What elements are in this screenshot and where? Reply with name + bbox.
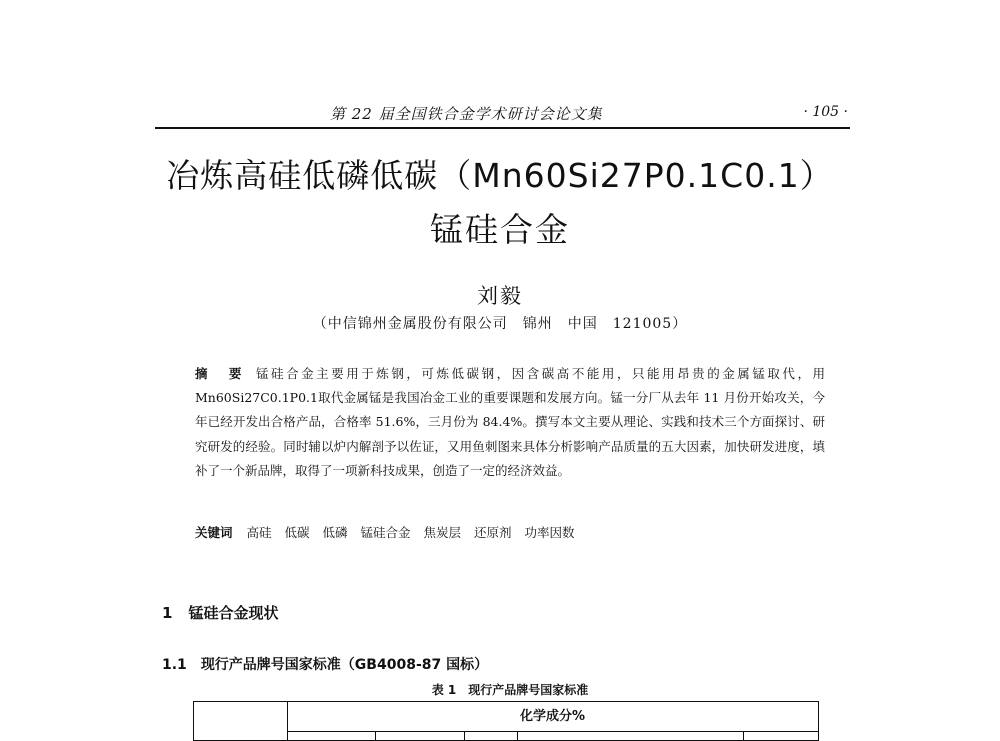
abstract: [195, 362, 825, 483]
abstract-text: 锰硅合金主要用于炼钢，可炼低碳钢，因含碳高不能用，只能用昂贵的金属锰取代，用Mn60Si27C0.1P0.1取代金属锰是我国冶金工业的重要课题和发展方向。锰一分厂从去年 11 月份开始攻关，今年已经开发出合格产品，合格率 51.6%，三月份为 84.4%。撰写本文主要从理论、实践和技术三个方面探讨、研究研发的经验。同时辅以炉内解剖予以佐证，又用鱼刺图来具体分析影响产品质量的五大因素，加快研发进度，填补了一个新品牌，取得了一项新科技成果，创造了一定的经济效益。: [195, 366, 825, 478]
keyword: 低碳: [284, 525, 310, 540]
keyword: 还原剂: [474, 525, 512, 540]
paper-title-line-1: 冶炼高硅低磷低碳（Mn60Si27P0.1C0.1）: [166, 156, 834, 195]
section-number: 1: [162, 604, 173, 622]
table-column-divider: [743, 731, 744, 740]
table-caption: 表 1 现行产品牌号国家标准: [431, 683, 589, 697]
paper-title-line-2: 锰硅合金: [430, 210, 570, 249]
author-affiliation: （中信锦州金属股份有限公司 锦州 中国 121005）: [312, 316, 688, 332]
section-heading: [162, 602, 278, 623]
keyword: 焦炭层: [423, 525, 462, 540]
proceedings-title: 第 22 届全国铁合金学术研讨会论文集: [330, 105, 603, 123]
running-header: [155, 101, 850, 129]
table-group-header: 化学成分%: [287, 702, 818, 732]
keyword: 锰硅合金: [360, 525, 411, 540]
keyword: 功率因数: [524, 525, 575, 540]
standards-table: [193, 701, 819, 741]
author-name: 刘毅: [477, 284, 523, 308]
keywords: [195, 522, 825, 544]
keyword: 低磷: [322, 525, 348, 540]
keyword: 高硅: [246, 525, 272, 540]
subsection-heading: [162, 654, 488, 674]
table-column-divider: [517, 731, 518, 740]
keywords-label: 关键词: [195, 525, 233, 540]
abstract-label: 摘 要: [195, 366, 250, 381]
table-column-divider: [464, 731, 465, 740]
table-grade-column: [194, 702, 288, 740]
subsection-number: 1.1: [162, 657, 187, 673]
section-title: 锰硅合金现状: [188, 604, 279, 622]
subsection-title: 现行产品牌号国家标准（GB4008-87 国标）: [200, 657, 489, 673]
table-column-divider: [375, 731, 376, 740]
page-number: · 105 ·: [803, 104, 848, 120]
